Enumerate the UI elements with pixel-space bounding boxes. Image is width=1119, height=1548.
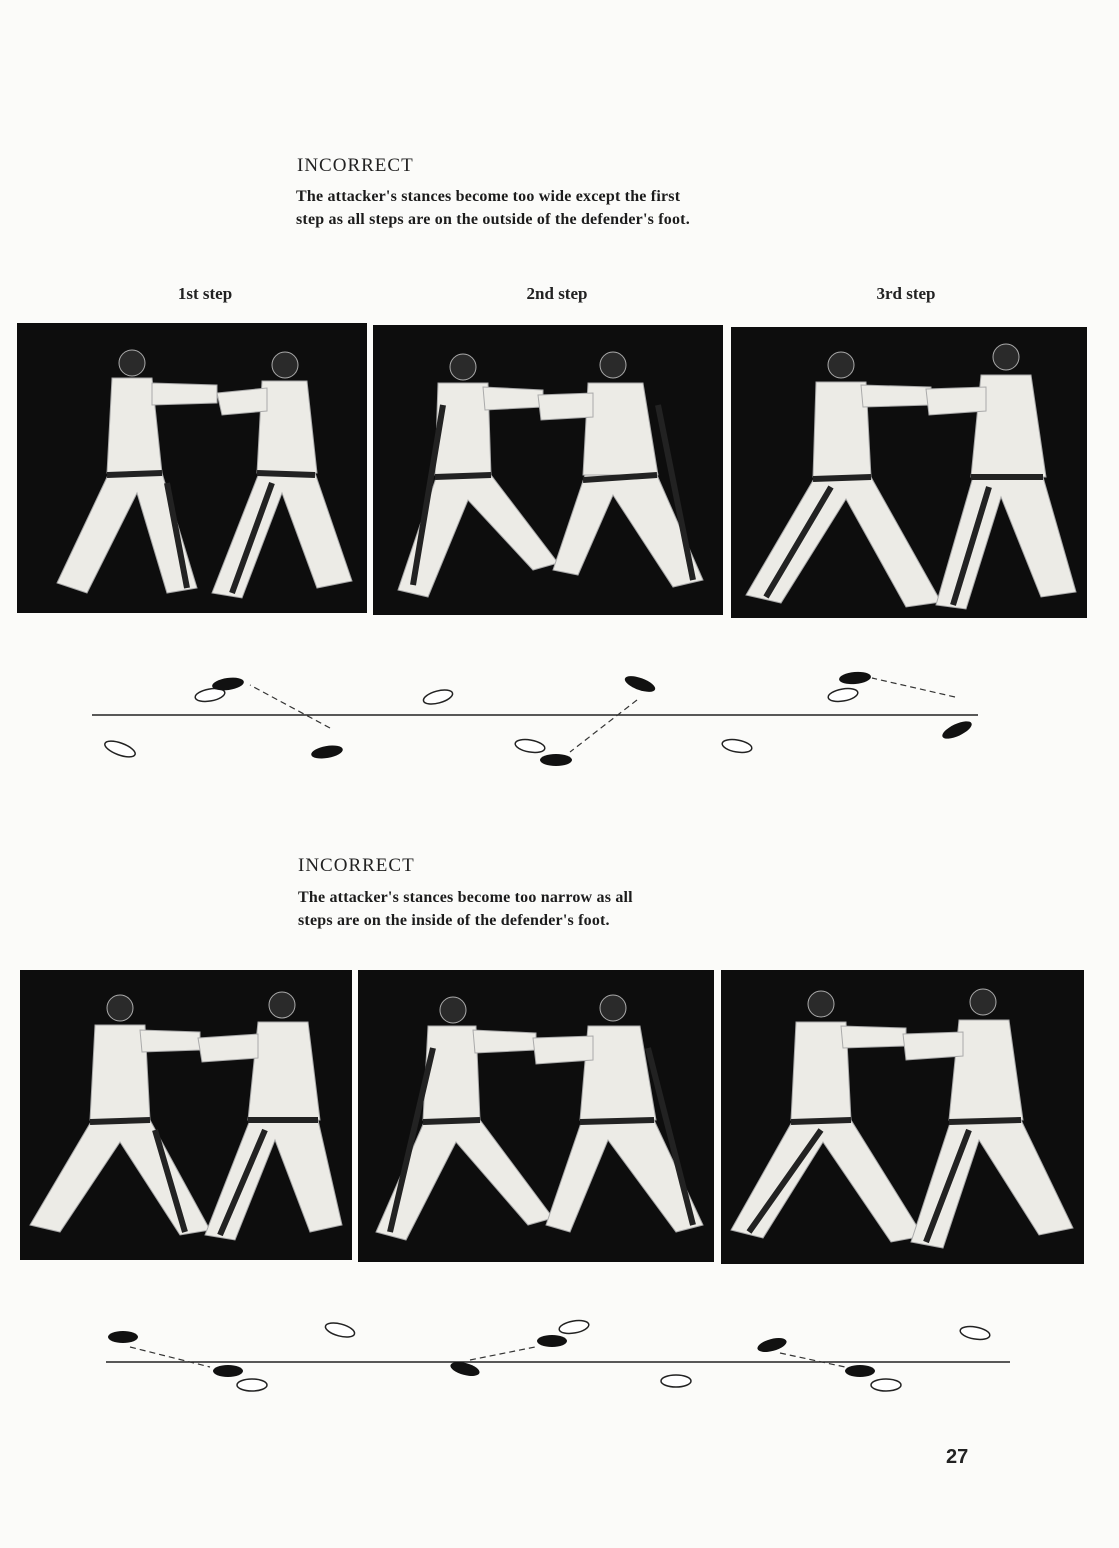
- defender-foot-icon: [324, 1320, 356, 1339]
- attacker-foot-icon: [540, 754, 572, 766]
- defender-foot-icon: [871, 1379, 901, 1391]
- defender-foot-icon: [558, 1318, 590, 1335]
- step-label-2: 2nd step: [526, 284, 588, 303]
- step-arrow: [780, 1353, 845, 1367]
- section1-caption-line1: The attacker's stances become too wide except the first: [296, 188, 681, 205]
- attacker-foot-icon: [845, 1365, 875, 1377]
- section1-heading: INCORRECT: [297, 155, 414, 176]
- sparring-pair-figure: [17, 323, 367, 613]
- defender-foot-icon: [103, 738, 137, 760]
- attacker-foot-icon: [213, 1365, 243, 1377]
- attacker-foot-icon: [623, 673, 657, 695]
- section2-caption-line2: steps are on the inside of the defender's foot.: [298, 912, 610, 929]
- section2-heading: INCORRECT: [298, 855, 415, 876]
- step-arrow: [130, 1347, 210, 1367]
- attacker-foot-icon: [108, 1331, 138, 1343]
- photo-wide-step-2: [373, 325, 723, 615]
- attacker-foot-icon: [839, 671, 872, 686]
- sparring-pair-figure: [731, 327, 1087, 618]
- step-arrow: [570, 700, 637, 752]
- photo-narrow-step-3: [721, 970, 1084, 1264]
- section1-caption-line2: step as all steps are on the outside of the defender's foot.: [296, 211, 690, 228]
- footwork-diagram-narrow: [0, 1305, 1119, 1415]
- step-arrow: [872, 678, 955, 697]
- section2-caption-line1: The attacker's stances become too narrow as all: [298, 889, 633, 906]
- defender-foot-icon: [422, 687, 454, 706]
- footwork-diagram-wide: [0, 660, 1119, 780]
- page-number: 27: [946, 1446, 969, 1468]
- attacker-foot-icon: [756, 1335, 788, 1354]
- step-label-1: 1st step: [177, 284, 233, 303]
- photo-wide-step-3: [731, 327, 1087, 618]
- defender-foot-icon: [827, 686, 859, 703]
- step-arrow: [470, 1347, 535, 1360]
- section2-caption: [298, 886, 633, 932]
- defender-foot-icon: [959, 1324, 991, 1341]
- photo-narrow-step-1: [20, 970, 352, 1260]
- sparring-pair-figure: [20, 970, 352, 1260]
- attacker-foot-icon: [310, 743, 344, 760]
- defender-foot-icon: [514, 737, 546, 754]
- photo-narrow-step-2: [358, 970, 714, 1262]
- sparring-pair-figure: [373, 325, 723, 615]
- sparring-pair-figure: [358, 970, 714, 1262]
- attacker-foot-icon: [537, 1335, 567, 1347]
- section1-caption: [296, 185, 690, 231]
- sparring-pair-figure: [721, 970, 1084, 1264]
- photo-wide-step-1: [17, 323, 367, 613]
- step-label-3: 3rd step: [876, 284, 936, 303]
- defender-foot-icon: [237, 1379, 267, 1391]
- defender-foot-icon: [721, 737, 753, 754]
- step-arrow: [250, 685, 330, 728]
- attacker-foot-icon: [940, 718, 974, 742]
- defender-foot-icon: [661, 1375, 691, 1387]
